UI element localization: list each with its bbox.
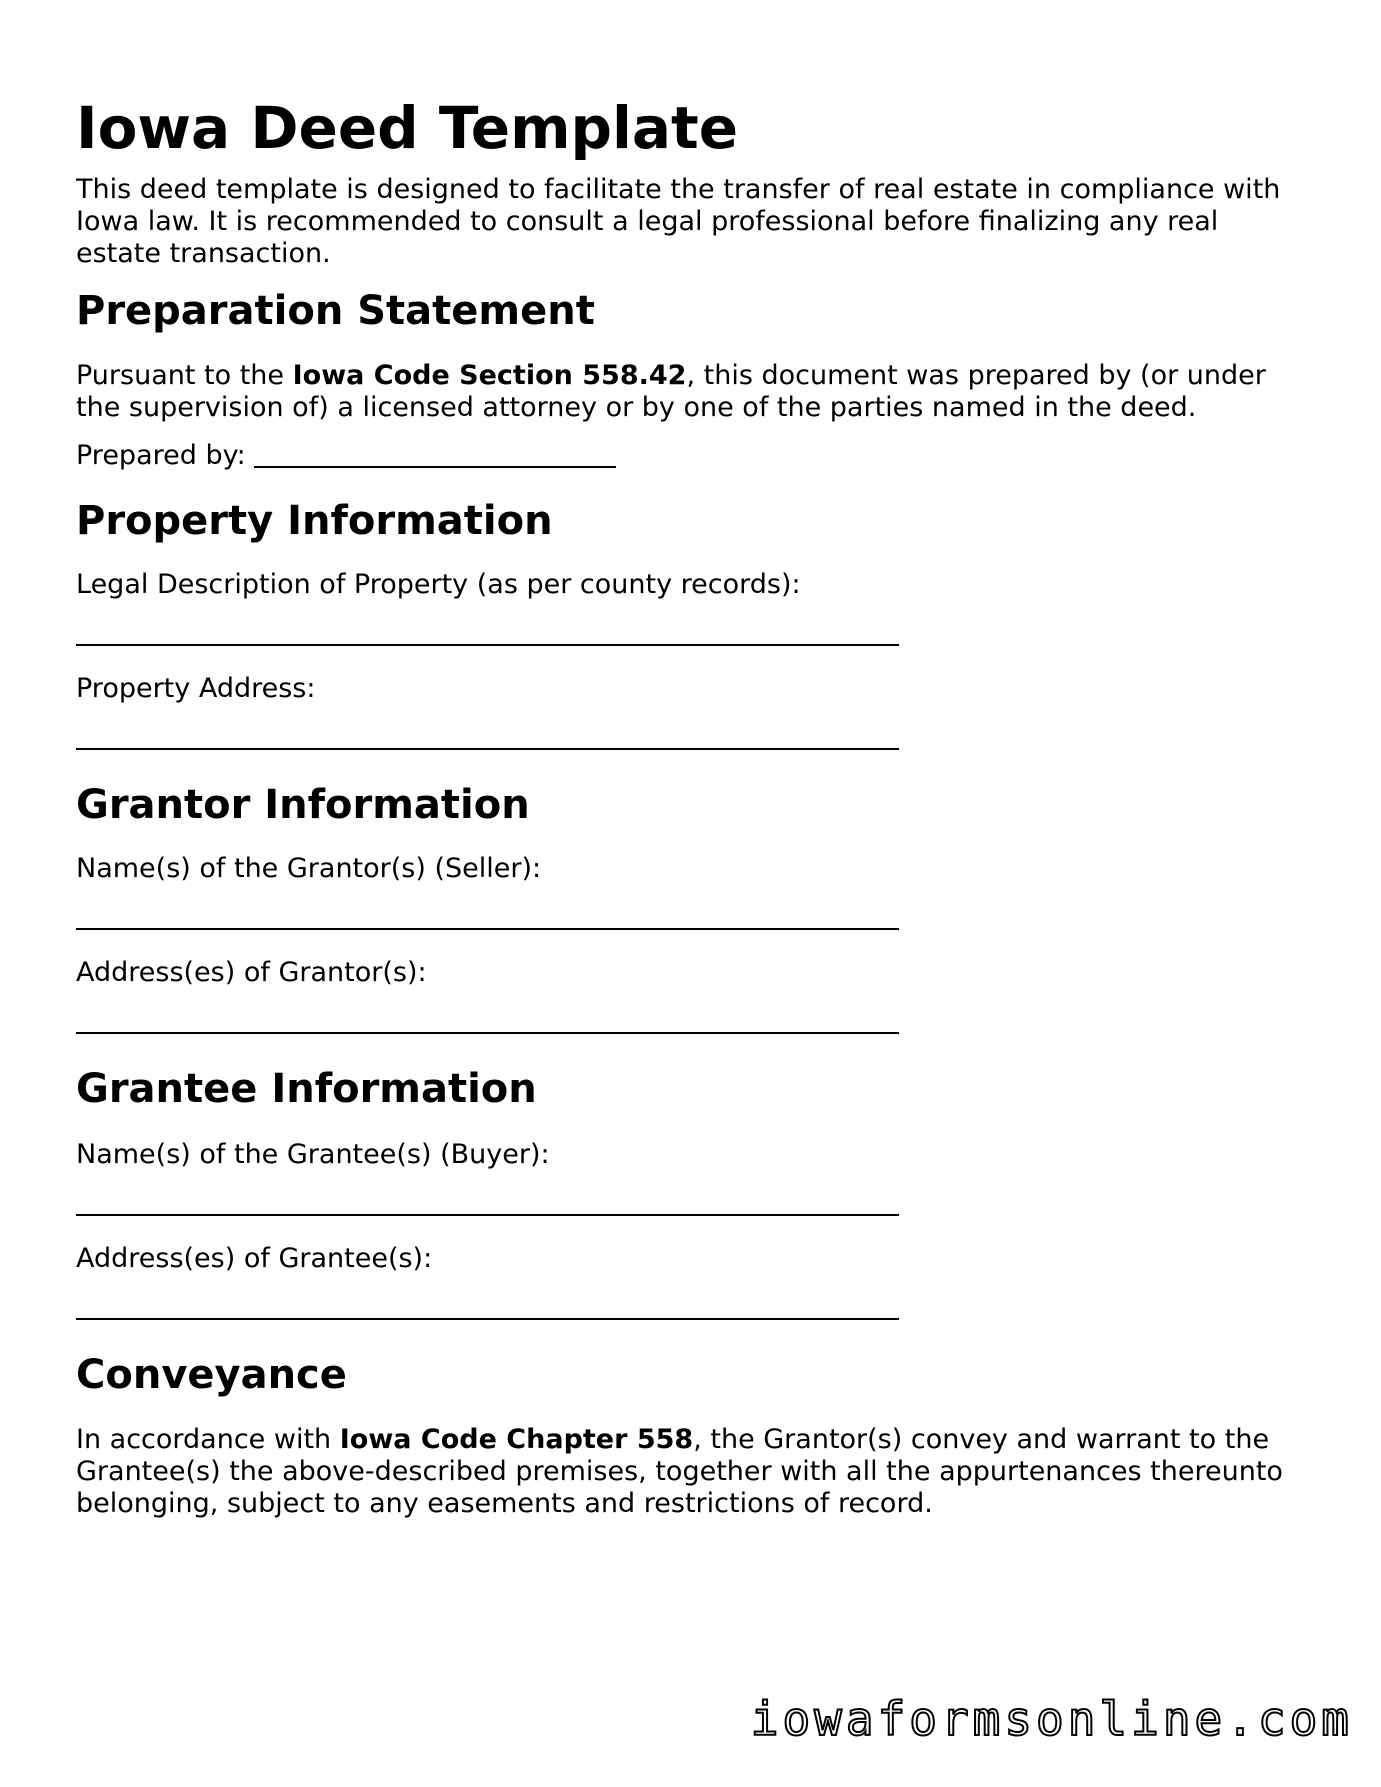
preparation-code-ref: Iowa Code Section 558.42 <box>292 360 687 391</box>
property-address-label: Property Address: <box>76 673 316 704</box>
intro-paragraph: This deed template is designed to facilitate the transfer of real estate in compliance with Iowa law. It is recommended to consult a legal professional before finalizing any real estate transaction. <box>76 174 1281 269</box>
preparation-paragraph <box>76 360 1306 424</box>
prepared-by-row <box>76 440 616 472</box>
grantee-names-line <box>76 1214 899 1216</box>
grantor-address-line <box>76 1032 899 1034</box>
grantee-address-line <box>76 1318 899 1320</box>
grantee-heading: Grantee Information <box>76 1066 537 1112</box>
grantor-names-label: Name(s) of the Grantor(s) (Seller): <box>76 853 542 884</box>
preparation-heading: Preparation Statement <box>76 288 595 334</box>
page-title: Iowa Deed Template <box>76 94 739 162</box>
grantee-address-label: Address(es) of Grantee(s): <box>76 1243 433 1274</box>
property-address-line <box>76 748 899 750</box>
grantor-heading: Grantor Information <box>76 782 530 828</box>
property-heading: Property Information <box>76 498 553 544</box>
prepared-by-line <box>254 444 616 468</box>
prepared-by-label: Prepared by: <box>76 440 246 471</box>
preparation-text-after: , this document was prepared by (or under the supervision of) a licensed attorney or by one of the parties named in the deed. <box>76 360 1266 423</box>
conveyance-text-after: , the Grantor(s) convey and warrant to the Grantee(s) the above-described premises, together with all the appurtenances thereunto belonging, subject to any easements and restrictions of record. <box>76 1424 1283 1519</box>
legal-description-label: Legal Description of Property (as per county records): <box>76 569 801 600</box>
grantor-names-line <box>76 928 899 930</box>
conveyance-paragraph <box>76 1424 1306 1520</box>
grantee-names-label: Name(s) of the Grantee(s) (Buyer): <box>76 1139 550 1170</box>
site-watermark: iowaformsonline.com <box>750 1692 1353 1746</box>
conveyance-code-ref: Iowa Code Chapter 558 <box>339 1424 694 1455</box>
conveyance-heading: Conveyance <box>76 1352 347 1398</box>
grantor-address-label: Address(es) of Grantor(s): <box>76 957 427 988</box>
legal-description-line <box>76 644 899 646</box>
conveyance-text-before: In accordance with <box>76 1424 340 1455</box>
preparation-text-before: Pursuant to the <box>76 360 293 391</box>
